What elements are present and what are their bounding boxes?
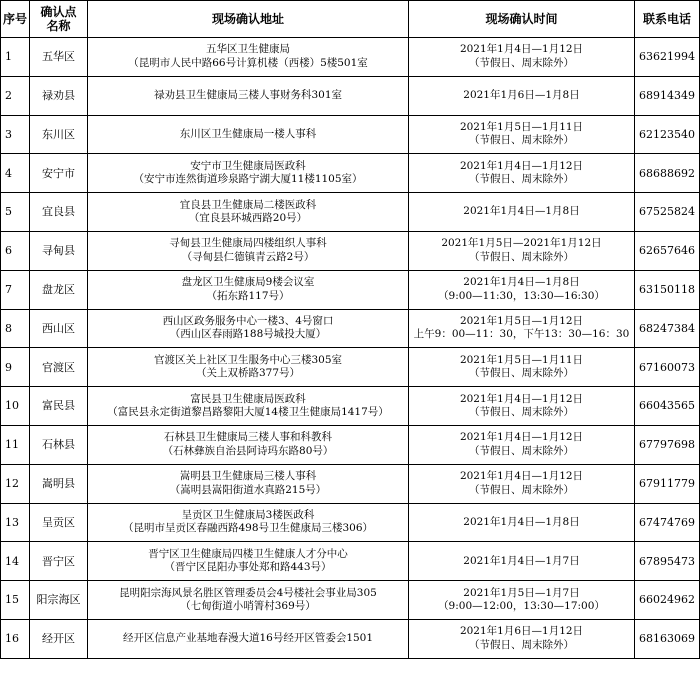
address-line: 寻甸县卫生健康局四楼组织人事科 — [169, 237, 327, 250]
table-row — [1, 464, 700, 503]
site-address — [88, 38, 409, 77]
contact-phone: 67525824 — [635, 193, 700, 232]
time-range-line: 2021年1月4日—1月12日 — [459, 431, 584, 444]
site-address — [88, 270, 409, 309]
time-range-line: 2021年1月5日—1月11日 — [459, 353, 584, 366]
table-row — [1, 309, 700, 348]
time-note-line: （9:00—12:00，13:30—17:00） — [438, 600, 605, 613]
table-row — [1, 231, 700, 270]
site-address — [88, 464, 409, 503]
time-range-line: 2021年1月5日—1月11日 — [459, 120, 584, 133]
contact-phone: 67911779 — [635, 464, 700, 503]
time-note-line: （节假日、周末除外） — [469, 483, 574, 496]
confirm-time — [409, 193, 635, 232]
table-header-row — [1, 1, 700, 38]
row-no: 7 — [1, 270, 30, 309]
address-line: 经开区信息产业基地春漫大道16号经开区管委会1501 — [122, 632, 374, 645]
table-row — [1, 38, 700, 77]
address-detail-line: （昆明市人民中路66号计算机楼（西楼）5楼501室 — [128, 56, 368, 69]
header-site-name-line2: 名称 — [46, 19, 71, 33]
row-no: 3 — [1, 115, 30, 154]
time-note-line: （节假日、周末除外） — [469, 173, 574, 186]
address-detail-line: （拓东路117号） — [206, 289, 290, 302]
row-no: 6 — [1, 231, 30, 270]
address-detail-line: （石林彝族自治县阿诗玛东路80号） — [162, 444, 334, 457]
confirm-time — [409, 270, 635, 309]
time-range-line: 2021年1月6日—1月8日 — [463, 88, 580, 101]
site-address — [88, 115, 409, 154]
contact-phone: 62123540 — [635, 115, 700, 154]
table-row — [1, 619, 700, 658]
header-site-name-line1: 确认点 — [40, 5, 77, 19]
row-no: 4 — [1, 154, 30, 193]
table-row — [1, 154, 700, 193]
address-line: 禄劝县卫生健康局三楼人事财务科301室 — [153, 88, 343, 101]
address-line: 宜良县卫生健康局二楼医政科 — [179, 198, 317, 211]
table-row — [1, 76, 700, 115]
row-no: 12 — [1, 464, 30, 503]
contact-phone: 68247384 — [635, 309, 700, 348]
site-name: 西山区 — [30, 309, 88, 348]
row-no: 5 — [1, 193, 30, 232]
site-address — [88, 542, 409, 581]
address-detail-line: （寻甸县仁德镇青云路2号） — [181, 250, 315, 263]
time-range-line: 2021年1月4日—1月8日 — [463, 515, 580, 528]
address-detail-line: （富民县永定街道黎昌路黎阳大厦14楼卫生健康局1417号） — [107, 406, 389, 419]
address-detail-line: （嵩明县嵩阳街道水真路215号） — [169, 483, 327, 496]
confirm-time — [409, 231, 635, 270]
address-line: 五华区卫生健康局 — [206, 43, 290, 56]
site-name: 嵩明县 — [30, 464, 88, 503]
address-detail-line: （关上双桥路377号） — [195, 367, 301, 380]
confirm-time — [409, 154, 635, 193]
address-line: 官渡区关上社区卫生服务中心三楼305室 — [153, 353, 343, 366]
row-no: 8 — [1, 309, 30, 348]
address-detail-line: （七甸街道小哨箐村369号） — [180, 600, 316, 613]
address-line: 安宁市卫生健康局医政科 — [190, 159, 306, 172]
time-note-line: （节假日、周末除外） — [469, 444, 574, 457]
contact-phone: 67797698 — [635, 425, 700, 464]
time-range-line: 2021年1月5日—1月12日 — [459, 314, 584, 327]
time-range-line: 2021年1月6日—1月12日 — [459, 625, 584, 638]
address-line: 东川区卫生健康局一楼人事科 — [179, 127, 317, 140]
time-range-line: 2021年1月4日—1月12日 — [459, 470, 584, 483]
site-address — [88, 387, 409, 426]
site-address — [88, 193, 409, 232]
time-range-line: 2021年1月4日—1月12日 — [459, 43, 584, 56]
address-line: 嵩明县卫生健康局三楼人事科 — [179, 470, 317, 483]
confirm-time — [409, 425, 635, 464]
row-no: 10 — [1, 387, 30, 426]
confirm-time — [409, 542, 635, 581]
site-name: 呈贡区 — [30, 503, 88, 542]
time-range-line: 2021年1月4日—1月12日 — [459, 392, 584, 405]
row-no: 11 — [1, 425, 30, 464]
site-address — [88, 348, 409, 387]
time-note-line: （节假日、周末除外） — [469, 406, 574, 419]
table-row — [1, 348, 700, 387]
table-row — [1, 270, 700, 309]
time-range-line: 2021年1月4日—1月7日 — [463, 554, 580, 567]
site-name: 东川区 — [30, 115, 88, 154]
time-note-line: （节假日、周末除外） — [469, 367, 574, 380]
address-detail-line: （晋宁区昆阳办事处郑和路443号） — [164, 561, 332, 574]
row-no: 16 — [1, 619, 30, 658]
address-line: 盘龙区卫生健康局9楼会议室 — [181, 276, 315, 289]
table-row — [1, 503, 700, 542]
site-address — [88, 154, 409, 193]
site-name: 盘龙区 — [30, 270, 88, 309]
contact-phone: 62657646 — [635, 231, 700, 270]
site-name: 经开区 — [30, 619, 88, 658]
confirm-time — [409, 115, 635, 154]
contact-phone: 68163069 — [635, 619, 700, 658]
address-line: 呈贡区卫生健康局3楼医政科 — [181, 508, 315, 521]
time-note-line: （节假日、周末除外） — [469, 638, 574, 651]
site-address — [88, 619, 409, 658]
contact-phone: 67160073 — [635, 348, 700, 387]
table-row — [1, 387, 700, 426]
time-note-line: （9:00—11:30，13:30—16:30） — [438, 289, 605, 302]
confirm-time — [409, 503, 635, 542]
confirm-time — [409, 581, 635, 620]
confirm-time — [409, 309, 635, 348]
contact-phone: 63621994 — [635, 38, 700, 77]
contact-phone: 67895473 — [635, 542, 700, 581]
site-name: 官渡区 — [30, 348, 88, 387]
table-row — [1, 581, 700, 620]
row-no: 2 — [1, 76, 30, 115]
site-name: 寻甸县 — [30, 231, 88, 270]
address-line: 西山区政务服务中心一楼3、4号窗口 — [162, 314, 334, 327]
site-name: 晋宁区 — [30, 542, 88, 581]
address-detail-line: （宜良县环城西路20号） — [188, 212, 308, 225]
site-address — [88, 425, 409, 464]
header-no: 序号 — [1, 1, 30, 38]
site-address — [88, 503, 409, 542]
contact-phone: 66024962 — [635, 581, 700, 620]
header-time: 现场确认时间 — [409, 1, 635, 38]
time-range-line: 2021年1月4日—1月12日 — [459, 159, 584, 172]
time-note-line: （节假日、周末除外） — [469, 250, 574, 263]
site-name: 宜良县 — [30, 193, 88, 232]
row-no: 14 — [1, 542, 30, 581]
address-line: 石林县卫生健康局三楼人事和科教科 — [164, 431, 332, 444]
header-address: 现场确认地址 — [88, 1, 409, 38]
site-address — [88, 581, 409, 620]
time-note-line: （节假日、周末除外） — [469, 134, 574, 147]
site-name: 安宁市 — [30, 154, 88, 193]
table-row — [1, 425, 700, 464]
address-detail-line: （西山区春雨路188号城投大厦） — [169, 328, 327, 341]
address-detail-line: （昆明市呈贡区春融西路498号卫生健康局三楼306） — [122, 522, 374, 535]
contact-phone: 67474769 — [635, 503, 700, 542]
header-site-name — [30, 1, 88, 38]
table-row — [1, 115, 700, 154]
row-no: 15 — [1, 581, 30, 620]
site-name: 阳宗海区 — [30, 581, 88, 620]
site-address — [88, 76, 409, 115]
time-note-line: （节假日、周末除外） — [469, 56, 574, 69]
address-line: 昆明阳宗海风景名胜区管理委员会4号楼社会事业局305 — [119, 586, 377, 599]
table-body — [1, 38, 700, 659]
contact-phone: 63150118 — [635, 270, 700, 309]
table-row — [1, 193, 700, 232]
confirm-time — [409, 76, 635, 115]
row-no: 13 — [1, 503, 30, 542]
address-detail-line: （安宁市连然街道珍泉路宁湖大厦11楼1105室） — [133, 173, 363, 186]
contact-phone: 68914349 — [635, 76, 700, 115]
address-line: 晋宁区卫生健康局四楼卫生健康人才分中心 — [148, 547, 348, 560]
row-no: 9 — [1, 348, 30, 387]
site-name: 石林县 — [30, 425, 88, 464]
contact-phone: 68688692 — [635, 154, 700, 193]
confirm-time — [409, 348, 635, 387]
confirm-time — [409, 38, 635, 77]
confirm-time — [409, 464, 635, 503]
time-range-line: 2021年1月5日—2021年1月12日 — [441, 237, 602, 250]
time-range-line: 2021年1月5日—1月7日 — [463, 586, 580, 599]
row-no: 1 — [1, 38, 30, 77]
site-name: 禄劝县 — [30, 76, 88, 115]
site-address — [88, 231, 409, 270]
contact-phone: 66043565 — [635, 387, 700, 426]
time-note-line: 上午9：00—11：30，下午13：30—16：30 — [413, 328, 630, 341]
confirm-time — [409, 387, 635, 426]
header-phone: 联系电话 — [635, 1, 700, 38]
table-row — [1, 542, 700, 581]
address-line: 富民县卫生健康局医政科 — [190, 392, 306, 405]
site-address — [88, 309, 409, 348]
time-range-line: 2021年1月4日—1月8日 — [463, 205, 580, 218]
time-range-line: 2021年1月4日—1月8日 — [463, 276, 580, 289]
confirm-time — [409, 619, 635, 658]
site-name: 五华区 — [30, 38, 88, 77]
site-name: 富民县 — [30, 387, 88, 426]
